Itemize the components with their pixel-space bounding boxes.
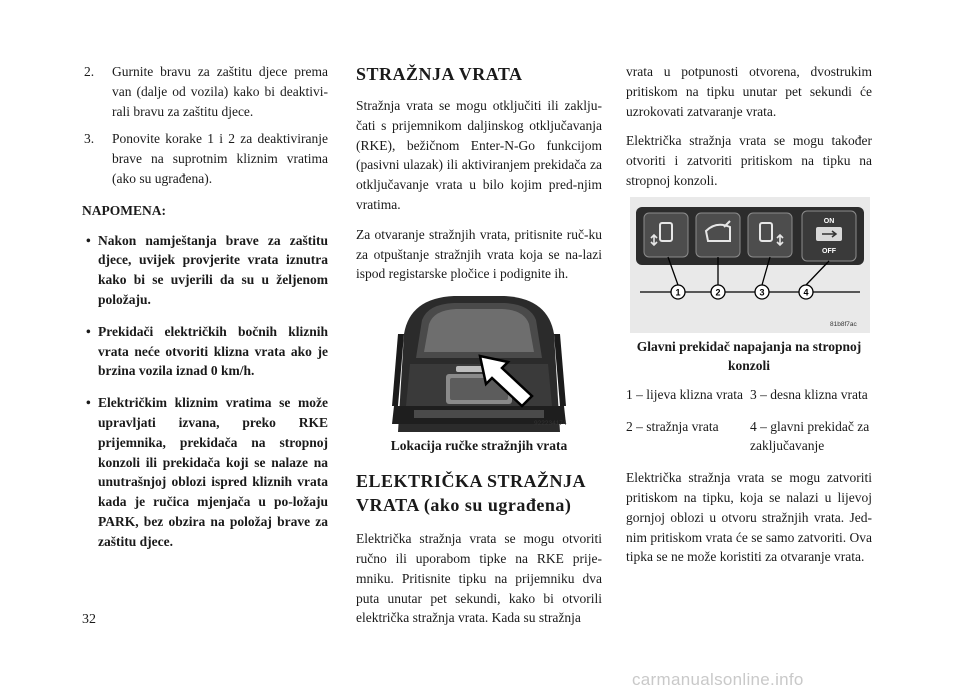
callout-2: 2 <box>715 287 721 298</box>
bullet-dot: • <box>86 323 91 339</box>
heading-line: ELEKTRIČKA STRAŽNJA <box>356 471 587 492</box>
figure-caption: Lokacija ručke stražnjih vrata <box>390 438 568 454</box>
legend-item-1: 1 – lijeva klizna vrata <box>626 386 743 402</box>
callout-1: 1 <box>675 287 681 298</box>
step-3-number: 3. <box>84 131 95 147</box>
step-3 <box>82 129 328 188</box>
paragraph: Električka stražnja vrata se mogu otvoriti ručno ili uporabom tipke na RKE prije-mniku. Pritisnite tipku na prijemniku dva puta unutar pet sekundi, kako bi otvorili električka stražnja vrata. Kada su stražnja <box>356 531 602 626</box>
figure-code: 81b8f7ac <box>830 320 857 328</box>
left-column <box>82 62 328 564</box>
paragraph: Električka stražnja vrata se mogu zatvoriti pritiskom na tipku, koja se nalazi u lijevoj gornjoj oblozi u otvoru stražnjih vrata. Jed-nim pritiskom vrata će se samo zatvoriti. Ova tipka se ne može koristiti za otvaranje vrata. <box>626 470 872 565</box>
note-bullet <box>82 322 328 381</box>
note-bullet <box>82 393 328 551</box>
legend-item-2: 2 – stražnja vrata <box>626 418 719 434</box>
switch-on-label: ON <box>823 217 835 225</box>
watermark: carmanualsonline.info <box>632 670 804 689</box>
note-bullet-text: Prekidači električkih bočnih kliznih vrata neće otvoriti klizna vrata ako je brzina vozila iznad 0 km/h. <box>98 323 328 379</box>
note-heading: NAPOMENA: <box>82 202 166 218</box>
bullet-dot: • <box>86 395 91 411</box>
liftgate-illustration <box>384 294 574 432</box>
middle-column <box>356 62 602 638</box>
legend-table <box>626 385 872 468</box>
step-3-text: Ponovite korake 1 i 2 za deaktiviranje brave na suprotnim kliznim vratima (ako su ugrađena). <box>112 131 328 186</box>
paragraph: Stražnja vrata se mogu otključiti ili zaklju-čati s prijemnikom daljinskog otključavanja (RKE), bežičnom Enter-N-Go funkcijom (pasivni ulazak) ili aktiviranjem prekidača za otključavanje vrata u bilo kojim pred-njim vratima. <box>356 98 602 212</box>
figure-caption: Glavni prekidač napajanja na stropnoj konzoli <box>636 338 862 373</box>
legend-item-4: 4 – glavni prekidač za zaključavanje <box>750 418 870 454</box>
right-sliding-door-button <box>748 213 792 257</box>
figure-code: 922234174 <box>534 420 567 428</box>
paragraph: Električka stražnja vrata se mogu također otvoriti i zatvoriti pritiskom na tipku na stropnoj konzoli. <box>626 133 872 188</box>
bullet-dot: • <box>86 232 91 248</box>
liftgate-button <box>696 213 740 257</box>
step-2-number: 2. <box>84 64 95 79</box>
overhead-console-figure <box>630 197 870 333</box>
liftgate-handle-figure <box>384 294 574 432</box>
console-illustration <box>630 197 870 333</box>
page-number: 32 <box>82 612 96 627</box>
paragraph: Za otvaranje stražnjih vrata, pritisnite ruč-ku za otpuštanje stražnjih vrata koja se na-lazi ispod registarske pločice i podignite ih. <box>356 226 602 282</box>
note-bullet <box>82 231 328 310</box>
section-heading-rear-door: STRAŽNJA VRATA <box>356 64 523 84</box>
step-2 <box>82 62 328 121</box>
right-column <box>626 62 872 567</box>
left-sliding-door-button <box>644 213 688 257</box>
step-2-text: Gurnite bravu za zaštitu djece prema van (dalje od vozila) kako bi deaktivi-rali bravu za zaštitu djece. <box>112 64 328 119</box>
section-heading-power-liftgate <box>356 469 602 517</box>
note-bullet-text: Električkim kliznim vratima se može upravljati izvana, preko RKE prijemnika, prekidača na stropnoj konzoli ili prekidača koji se nalaze na unutrašnjoj oblozi ispred kliznih vrata kada je ručica mjenjača u po-ložaju PARK, bez obzira na položaj brave za zaštitu djece. <box>98 395 328 549</box>
note-bullet-text: Nakon namještanja brave za zaštitu djece, uvijek provjerite vrata iznutra kako bi se uvjerili da su u željenom položaju. <box>98 232 328 307</box>
legend-item-3: 3 – desna klizna vrata <box>750 386 868 402</box>
switch-off-label: OFF <box>822 247 836 255</box>
callout-3: 3 <box>759 287 765 298</box>
heading-line: VRATA (ako su ugrađena) <box>356 495 572 516</box>
callout-4: 4 <box>803 287 809 298</box>
paragraph: vrata u potpunosti otvorena, dvostrukim pritiskom na tipku unutar pet sekundi će uzrokovati zatvaranje vrata. <box>626 64 872 119</box>
